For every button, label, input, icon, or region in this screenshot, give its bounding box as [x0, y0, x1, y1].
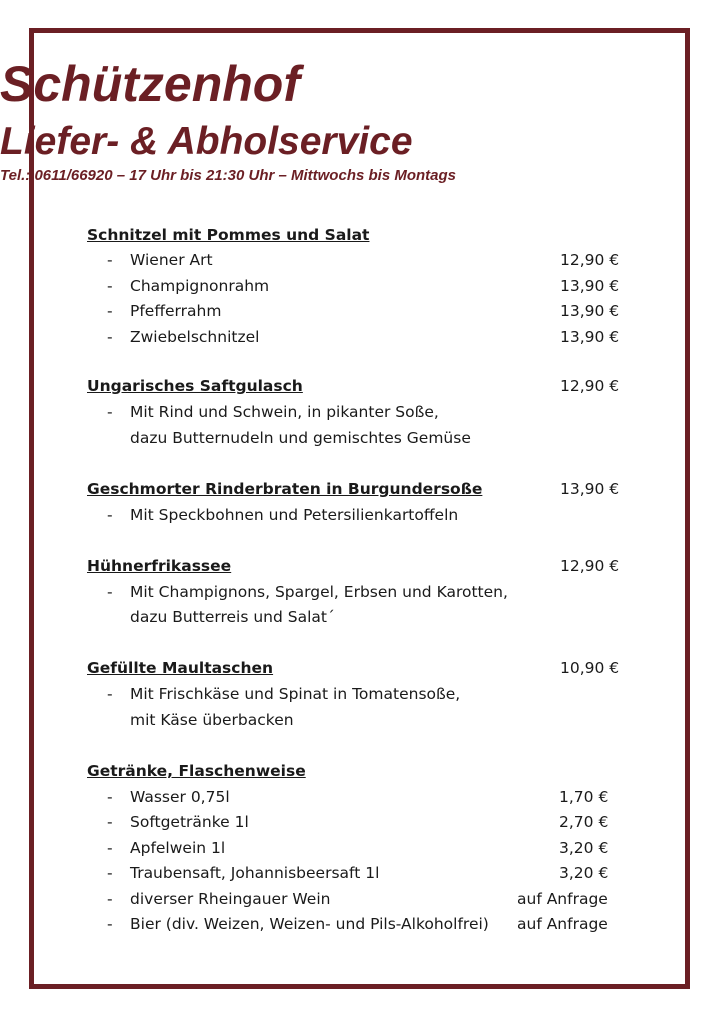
item-price: 3,20 €	[559, 839, 609, 857]
item-price: auf Anfrage	[517, 915, 608, 933]
item-price: 13,90 €	[560, 277, 620, 295]
item-price: 3,20 €	[559, 864, 609, 882]
description-line: Mit Rind und Schwein, in pikanter Soße,	[130, 403, 439, 421]
item-description	[0, 605, 724, 629]
bullet-dash: -	[107, 915, 113, 933]
section-heading: Getränke, Flaschenweise	[87, 762, 306, 780]
section-header-rinderbraten	[0, 477, 724, 501]
item-price: 12,90 €	[560, 557, 620, 575]
item-price: 12,90 €	[560, 377, 620, 395]
description-line: Mit Frischkäse und Spinat in Tomatensoße,	[130, 685, 461, 703]
section-header-maultaschen	[0, 656, 724, 680]
bullet-dash: -	[107, 506, 113, 524]
bullet-dash: -	[107, 864, 113, 882]
bullet-dash: -	[107, 403, 113, 421]
item-description	[0, 400, 724, 424]
item-price: 12,90 €	[560, 251, 620, 269]
item-description	[0, 708, 724, 732]
section-heading: Gefüllte Maultaschen	[87, 659, 274, 677]
drink-item	[0, 912, 724, 936]
bullet-dash: -	[107, 813, 113, 831]
item-name: Zwiebelschnitzel	[130, 328, 260, 346]
item-price: 1,70 €	[559, 788, 609, 806]
item-price: auf Anfrage	[517, 890, 608, 908]
bullet-dash: -	[107, 788, 113, 806]
item-description	[0, 682, 724, 706]
section-heading: Hühnerfrikassee	[87, 557, 232, 575]
bullet-dash: -	[107, 890, 113, 908]
drink-item	[0, 810, 724, 834]
item-name: Champignonrahm	[130, 277, 270, 295]
menu-item	[0, 248, 724, 272]
drink-item	[0, 887, 724, 911]
description-line: Mit Champignons, Spargel, Erbsen und Karotten,	[130, 583, 508, 601]
section-header-gulasch	[0, 374, 724, 398]
item-price: 13,90 €	[560, 480, 620, 498]
contact-info: Tel.: 0611/66920 – 17 Uhr bis 21:30 Uhr – Mittwochs bis Montags	[0, 167, 456, 184]
service-title: Liefer- & Abholservice	[0, 120, 413, 163]
bullet-dash: -	[107, 583, 113, 601]
bullet-dash: -	[107, 302, 113, 320]
section-header-getraenke	[0, 759, 724, 783]
bullet-dash: -	[107, 839, 113, 857]
item-name: Wiener Art	[130, 251, 213, 269]
drink-item	[0, 785, 724, 809]
item-price: 2,70 €	[559, 813, 609, 831]
section-header-schnitzel	[0, 223, 724, 247]
section-heading: Geschmorter Rinderbraten in Burgundersoße	[87, 480, 483, 498]
item-price: 10,90 €	[560, 659, 620, 677]
item-price: 13,90 €	[560, 302, 620, 320]
menu-item	[0, 274, 724, 298]
description-line: Mit Speckbohnen und Petersilienkartoffeln	[130, 506, 459, 524]
drink-item	[0, 836, 724, 860]
item-name: Bier (div. Weizen, Weizen- und Pils-Alkoholfrei)	[130, 915, 489, 933]
item-name: Softgetränke 1l	[130, 813, 249, 831]
description-line: dazu Butternudeln und gemischtes Gemüse	[130, 429, 471, 447]
description-line: mit Käse überbacken	[130, 711, 294, 729]
item-name: Traubensaft, Johannisbeersaft 1l	[130, 864, 380, 882]
item-name: diverser Rheingauer Wein	[130, 890, 331, 908]
menu-item	[0, 299, 724, 323]
item-name: Wasser 0,75l	[130, 788, 230, 806]
item-description	[0, 426, 724, 450]
item-name: Apfelwein 1l	[130, 839, 226, 857]
section-heading: Schnitzel mit Pommes und Salat	[87, 226, 370, 244]
drink-item	[0, 861, 724, 885]
section-header-frikassee	[0, 554, 724, 578]
section-heading: Ungarisches Saftgulasch	[87, 377, 303, 395]
item-name: Pfefferrahm	[130, 302, 222, 320]
menu-item	[0, 325, 724, 349]
item-description	[0, 503, 724, 527]
bullet-dash: -	[107, 251, 113, 269]
bullet-dash: -	[107, 328, 113, 346]
restaurant-name: Schützenhof	[0, 56, 300, 112]
item-price: 13,90 €	[560, 328, 620, 346]
item-description	[0, 580, 724, 604]
bullet-dash: -	[107, 277, 113, 295]
bullet-dash: -	[107, 685, 113, 703]
description-line: dazu Butterreis und Salat´	[130, 608, 335, 626]
